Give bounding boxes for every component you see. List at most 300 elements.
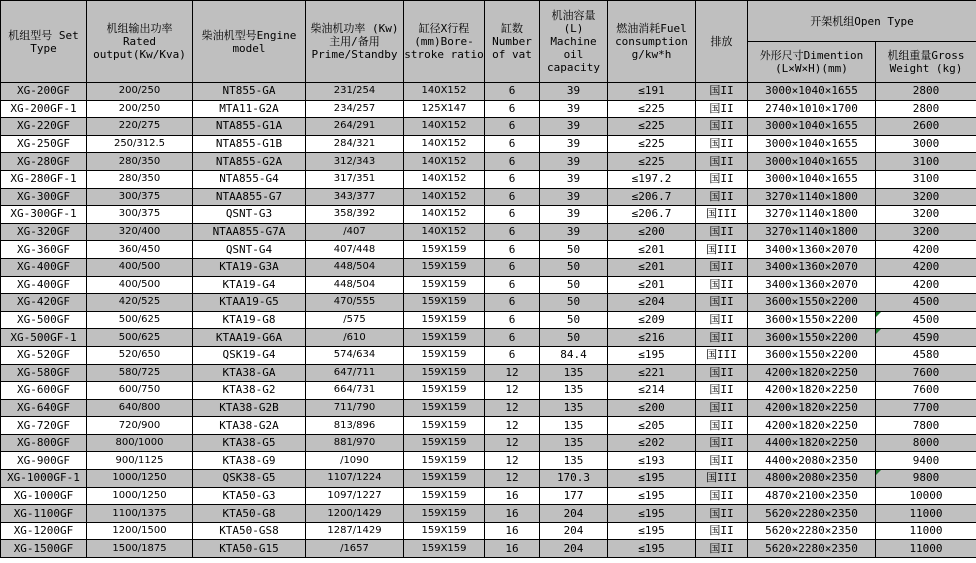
cell-oil-capacity: 204 — [540, 505, 608, 523]
cell-bore-stroke: 159X159 — [404, 294, 485, 312]
cell-engine-power: 647/711 — [306, 364, 404, 382]
cell-oil-capacity: 39 — [540, 170, 608, 188]
cell-dimension: 5620×2280×2350 — [748, 522, 876, 540]
table-row — [1, 399, 976, 417]
cell-oil-capacity: 39 — [540, 118, 608, 136]
cell-emission: 国II — [696, 540, 748, 558]
cell-engine-model: KTA50-G8 — [193, 505, 306, 523]
cell-fuel-consumption: ≤195 — [608, 522, 696, 540]
cell-emission: 国II — [696, 153, 748, 171]
cell-emission: 国II — [696, 135, 748, 153]
cell-weight: 4200 — [876, 276, 976, 294]
cell-oil-capacity: 135 — [540, 382, 608, 400]
cell-engine-model: KTA19-G4 — [193, 276, 306, 294]
cell-engine-power: 343/377 — [306, 188, 404, 206]
cell-oil-capacity: 170.3 — [540, 470, 608, 488]
cell-weight: 7700 — [876, 399, 976, 417]
cell-dimension: 3400×1360×2070 — [748, 241, 876, 259]
cell-bore-stroke: 140X152 — [404, 135, 485, 153]
cell-oil-capacity: 39 — [540, 83, 608, 101]
cell-cylinders: 6 — [485, 188, 540, 206]
cell-emission: 国III — [696, 470, 748, 488]
cell-fuel-consumption: ≤201 — [608, 276, 696, 294]
cell-dimension: 4400×2080×2350 — [748, 452, 876, 470]
cell-fuel-consumption: ≤195 — [608, 505, 696, 523]
cell-bore-stroke: 140X152 — [404, 188, 485, 206]
cell-engine-model: KTA38-G2 — [193, 382, 306, 400]
cell-bore-stroke: 159X159 — [404, 258, 485, 276]
header-emission: 排放 — [696, 1, 748, 83]
cell-fuel-consumption: ≤195 — [608, 487, 696, 505]
cell-weight: 4590 — [876, 329, 976, 347]
cell-cylinders: 6 — [485, 241, 540, 259]
cell-rated-output: 500/625 — [87, 311, 193, 329]
cell-oil-capacity: 50 — [540, 311, 608, 329]
cell-rated-output: 360/450 — [87, 241, 193, 259]
cell-weight: 9800 — [876, 470, 976, 488]
cell-bore-stroke: 159X159 — [404, 522, 485, 540]
header-engine-model: 柴油机型号Engine model — [193, 1, 306, 83]
cell-set-type: XG-400GF — [1, 258, 87, 276]
cell-engine-model: NTAA855-G7 — [193, 188, 306, 206]
cell-engine-power: 1107/1224 — [306, 470, 404, 488]
cell-engine-power: 407/448 — [306, 241, 404, 259]
cell-cylinders: 12 — [485, 399, 540, 417]
table-body — [1, 83, 976, 558]
cell-bore-stroke: 159X159 — [404, 311, 485, 329]
cell-dimension: 3000×1040×1655 — [748, 170, 876, 188]
cell-dimension: 4800×2080×2350 — [748, 470, 876, 488]
table-row — [1, 346, 976, 364]
cell-dimension: 3600×1550×2200 — [748, 346, 876, 364]
cell-engine-model: NT855-GA — [193, 83, 306, 101]
cell-cylinders: 6 — [485, 258, 540, 276]
cell-oil-capacity: 135 — [540, 364, 608, 382]
table-row — [1, 311, 976, 329]
cell-rated-output: 1100/1375 — [87, 505, 193, 523]
cell-fuel-consumption: ≤221 — [608, 364, 696, 382]
cell-cylinders: 6 — [485, 223, 540, 241]
cell-set-type: XG-520GF — [1, 346, 87, 364]
cell-dimension: 4200×1820×2250 — [748, 399, 876, 417]
cell-engine-model: KTA19-G3A — [193, 258, 306, 276]
cell-set-type: XG-300GF-1 — [1, 206, 87, 224]
table-row — [1, 188, 976, 206]
cell-oil-capacity: 204 — [540, 522, 608, 540]
table-row — [1, 522, 976, 540]
cell-set-type: XG-1000GF-1 — [1, 470, 87, 488]
cell-engine-power: 231/254 — [306, 83, 404, 101]
cell-rated-output: 200/250 — [87, 83, 193, 101]
cell-bore-stroke: 159X159 — [404, 346, 485, 364]
cell-emission: 国II — [696, 399, 748, 417]
cell-engine-power: 664/731 — [306, 382, 404, 400]
cell-set-type: XG-1000GF — [1, 487, 87, 505]
cell-fuel-consumption: ≤225 — [608, 118, 696, 136]
cell-bore-stroke: 159X159 — [404, 487, 485, 505]
cell-oil-capacity: 50 — [540, 258, 608, 276]
cell-fuel-consumption: ≤195 — [608, 346, 696, 364]
cell-fuel-consumption: ≤225 — [608, 100, 696, 118]
cell-weight: 3100 — [876, 153, 976, 171]
cell-dimension: 3000×1040×1655 — [748, 118, 876, 136]
table-row — [1, 505, 976, 523]
cell-set-type: XG-1500GF — [1, 540, 87, 558]
cell-rated-output: 800/1000 — [87, 434, 193, 452]
header-rated-output: 机组输出功率 Rated output(Kw/Kva) — [87, 1, 193, 83]
cell-set-type: XG-1100GF — [1, 505, 87, 523]
cell-rated-output: 580/725 — [87, 364, 193, 382]
cell-engine-model: NTAA855-G7A — [193, 223, 306, 241]
table-row — [1, 487, 976, 505]
cell-engine-power: 470/555 — [306, 294, 404, 312]
header-fuel-consumption: 燃油消耗Fuel consumption g/kw*h — [608, 1, 696, 83]
cell-emission: 国II — [696, 188, 748, 206]
table-row — [1, 258, 976, 276]
cell-rated-output: 220/275 — [87, 118, 193, 136]
cell-oil-capacity: 135 — [540, 417, 608, 435]
header-set-type: 机组型号 Set Type — [1, 1, 87, 83]
cell-rated-output: 300/375 — [87, 206, 193, 224]
table-row — [1, 83, 976, 101]
cell-emission: 国II — [696, 329, 748, 347]
cell-bore-stroke: 159X159 — [404, 382, 485, 400]
table-row — [1, 170, 976, 188]
cell-fuel-consumption: ≤195 — [608, 540, 696, 558]
cell-emission: 国II — [696, 487, 748, 505]
cell-engine-model: NTA855-G2A — [193, 153, 306, 171]
header-open-type: 开架机组Open Type — [748, 1, 976, 42]
cell-dimension: 4870×2100×2350 — [748, 487, 876, 505]
cell-set-type: XG-580GF — [1, 364, 87, 382]
cell-emission: 国II — [696, 170, 748, 188]
cell-fuel-consumption: ≤206.7 — [608, 188, 696, 206]
cell-dimension: 4200×1820×2250 — [748, 382, 876, 400]
cell-rated-output: 300/375 — [87, 188, 193, 206]
cell-dimension: 2740×1010×1700 — [748, 100, 876, 118]
cell-dimension: 3270×1140×1800 — [748, 206, 876, 224]
cell-oil-capacity: 50 — [540, 329, 608, 347]
cell-fuel-consumption: ≤201 — [608, 258, 696, 276]
cell-weight: 4200 — [876, 241, 976, 259]
cell-set-type: XG-280GF-1 — [1, 170, 87, 188]
cell-oil-capacity: 50 — [540, 294, 608, 312]
cell-cylinders: 6 — [485, 311, 540, 329]
header-oil-capacity: 机油容量 (L) Machine oil capacity — [540, 1, 608, 83]
cell-fuel-consumption: ≤191 — [608, 83, 696, 101]
cell-cylinders: 12 — [485, 364, 540, 382]
cell-oil-capacity: 39 — [540, 153, 608, 171]
cell-cylinders: 6 — [485, 170, 540, 188]
cell-engine-model: KTA38-G2B — [193, 399, 306, 417]
header-engine-power: 柴油机功率 (Kw)主用/备用 Prime/Standby — [306, 1, 404, 83]
cell-cylinders: 16 — [485, 522, 540, 540]
cell-emission: 国III — [696, 241, 748, 259]
cell-rated-output: 640/800 — [87, 399, 193, 417]
cell-dimension: 3000×1040×1655 — [748, 153, 876, 171]
cell-cylinders: 6 — [485, 206, 540, 224]
cell-set-type: XG-600GF — [1, 382, 87, 400]
cell-rated-output: 320/400 — [87, 223, 193, 241]
cell-set-type: XG-400GF — [1, 276, 87, 294]
cell-engine-model: KTA38-G5 — [193, 434, 306, 452]
cell-bore-stroke: 140X152 — [404, 170, 485, 188]
cell-weight: 3000 — [876, 135, 976, 153]
cell-bore-stroke: 140X152 — [404, 206, 485, 224]
cell-dimension: 5620×2280×2350 — [748, 505, 876, 523]
cell-weight: 4200 — [876, 258, 976, 276]
cell-rated-output: 1500/1875 — [87, 540, 193, 558]
cell-dimension: 3000×1040×1655 — [748, 135, 876, 153]
cell-cylinders: 6 — [485, 346, 540, 364]
table-row — [1, 118, 976, 136]
cell-set-type: XG-250GF — [1, 135, 87, 153]
header-dimension: 外形尺寸Dimention (L×W×H)(mm) — [748, 42, 876, 83]
cell-rated-output: 200/250 — [87, 100, 193, 118]
cell-dimension: 4400×1820×2250 — [748, 434, 876, 452]
cell-engine-power: 284/321 — [306, 135, 404, 153]
cell-emission: 国III — [696, 346, 748, 364]
cell-engine-model: QSK19-G4 — [193, 346, 306, 364]
cell-emission: 国II — [696, 100, 748, 118]
cell-weight: 11000 — [876, 522, 976, 540]
cell-rated-output: 1000/1250 — [87, 470, 193, 488]
cell-fuel-consumption: ≤195 — [608, 470, 696, 488]
table-row — [1, 241, 976, 259]
cell-emission: 国II — [696, 118, 748, 136]
cell-weight: 3200 — [876, 188, 976, 206]
cell-rated-output: 500/625 — [87, 329, 193, 347]
cell-engine-power: 317/351 — [306, 170, 404, 188]
table-row — [1, 100, 976, 118]
cell-weight: 2600 — [876, 118, 976, 136]
cell-weight: 7800 — [876, 417, 976, 435]
cell-engine-model: QSNT-G4 — [193, 241, 306, 259]
cell-engine-power: 448/504 — [306, 258, 404, 276]
cell-oil-capacity: 135 — [540, 452, 608, 470]
cell-emission: 国II — [696, 258, 748, 276]
cell-emission: 国II — [696, 505, 748, 523]
cell-oil-capacity: 39 — [540, 223, 608, 241]
cell-fuel-consumption: ≤201 — [608, 241, 696, 259]
cell-emission: 国II — [696, 364, 748, 382]
header-cylinders: 缸数 Number of vat — [485, 1, 540, 83]
cell-rated-output: 280/350 — [87, 170, 193, 188]
cell-engine-model: NTA855-G1B — [193, 135, 306, 153]
cell-bore-stroke: 159X159 — [404, 276, 485, 294]
cell-cylinders: 12 — [485, 452, 540, 470]
table-row — [1, 540, 976, 558]
cell-cylinders: 6 — [485, 153, 540, 171]
cell-bore-stroke: 159X159 — [404, 417, 485, 435]
table-row — [1, 276, 976, 294]
cell-cylinders: 16 — [485, 487, 540, 505]
cell-engine-power: /575 — [306, 311, 404, 329]
cell-engine-power: 264/291 — [306, 118, 404, 136]
cell-weight: 2800 — [876, 100, 976, 118]
cell-engine-model: KTA38-GA — [193, 364, 306, 382]
cell-weight: 10000 — [876, 487, 976, 505]
cell-engine-model: KTA38-G9 — [193, 452, 306, 470]
header-bore-stroke: 缸径X行程 (mm)Bore-stroke ratio — [404, 1, 485, 83]
cell-emission: 国II — [696, 452, 748, 470]
cell-engine-model: NTA855-G4 — [193, 170, 306, 188]
cell-engine-power: /610 — [306, 329, 404, 347]
cell-rated-output: 720/900 — [87, 417, 193, 435]
cell-bore-stroke: 159X159 — [404, 505, 485, 523]
cell-emission: 国II — [696, 434, 748, 452]
cell-weight: 2800 — [876, 83, 976, 101]
cell-bore-stroke: 159X159 — [404, 364, 485, 382]
cell-oil-capacity: 135 — [540, 434, 608, 452]
cell-bore-stroke: 159X159 — [404, 241, 485, 259]
cell-bore-stroke: 159X159 — [404, 540, 485, 558]
table-row — [1, 452, 976, 470]
table-row — [1, 294, 976, 312]
cell-bore-stroke: 159X159 — [404, 434, 485, 452]
cell-emission: 国II — [696, 223, 748, 241]
cell-dimension: 3000×1040×1655 — [748, 83, 876, 101]
cell-engine-model: KTA38-G2A — [193, 417, 306, 435]
cell-set-type: XG-200GF-1 — [1, 100, 87, 118]
cell-set-type: XG-300GF — [1, 188, 87, 206]
cell-cylinders: 12 — [485, 417, 540, 435]
cell-set-type: XG-720GF — [1, 417, 87, 435]
cell-dimension: 5620×2280×2350 — [748, 540, 876, 558]
cell-engine-model: QSNT-G3 — [193, 206, 306, 224]
cell-set-type: XG-500GF-1 — [1, 329, 87, 347]
cell-rated-output: 600/750 — [87, 382, 193, 400]
table-row — [1, 206, 976, 224]
cell-emission: 国II — [696, 83, 748, 101]
cell-bore-stroke: 159X159 — [404, 399, 485, 417]
cell-engine-power: 448/504 — [306, 276, 404, 294]
cell-oil-capacity: 135 — [540, 399, 608, 417]
cell-engine-model: MTA11-G2A — [193, 100, 306, 118]
cell-weight: 11000 — [876, 505, 976, 523]
cell-set-type: XG-900GF — [1, 452, 87, 470]
header-weight: 机组重量Gross Weight (kg) — [876, 42, 976, 83]
cell-rated-output: 420/525 — [87, 294, 193, 312]
cell-cylinders: 6 — [485, 329, 540, 347]
cell-dimension: 3400×1360×2070 — [748, 276, 876, 294]
cell-rated-output: 1000/1250 — [87, 487, 193, 505]
cell-fuel-consumption: ≤205 — [608, 417, 696, 435]
cell-rated-output: 900/1125 — [87, 452, 193, 470]
cell-rated-output: 520/650 — [87, 346, 193, 364]
cell-emission: 国II — [696, 382, 748, 400]
cell-set-type: XG-360GF — [1, 241, 87, 259]
cell-emission: 国II — [696, 522, 748, 540]
cell-cylinders: 16 — [485, 505, 540, 523]
table-row — [1, 329, 976, 347]
cell-dimension: 4200×1820×2250 — [748, 364, 876, 382]
cell-bore-stroke: 140X152 — [404, 118, 485, 136]
cell-fuel-consumption: ≤202 — [608, 434, 696, 452]
cell-set-type: XG-200GF — [1, 83, 87, 101]
cell-oil-capacity: 39 — [540, 188, 608, 206]
cell-set-type: XG-640GF — [1, 399, 87, 417]
cell-engine-model: KTA50-G3 — [193, 487, 306, 505]
cell-dimension: 3270×1140×1800 — [748, 223, 876, 241]
cell-engine-power: 358/392 — [306, 206, 404, 224]
table-row — [1, 223, 976, 241]
cell-set-type: XG-1200GF — [1, 522, 87, 540]
table-row — [1, 382, 976, 400]
cell-dimension: 3600×1550×2200 — [748, 329, 876, 347]
cell-fuel-consumption: ≤204 — [608, 294, 696, 312]
cell-cylinders: 6 — [485, 135, 540, 153]
cell-fuel-consumption: ≤197.2 — [608, 170, 696, 188]
cell-engine-power: 574/634 — [306, 346, 404, 364]
cell-rated-output: 250/312.5 — [87, 135, 193, 153]
cell-fuel-consumption: ≤225 — [608, 153, 696, 171]
cell-weight: 4500 — [876, 294, 976, 312]
cell-cylinders: 16 — [485, 540, 540, 558]
cell-engine-power: 1287/1429 — [306, 522, 404, 540]
cell-oil-capacity: 39 — [540, 135, 608, 153]
table-row — [1, 417, 976, 435]
cell-engine-power: 234/257 — [306, 100, 404, 118]
table-row — [1, 434, 976, 452]
cell-engine-power: 881/970 — [306, 434, 404, 452]
cell-oil-capacity: 39 — [540, 100, 608, 118]
cell-cylinders: 12 — [485, 470, 540, 488]
cell-oil-capacity: 50 — [540, 276, 608, 294]
cell-engine-model: NTA855-G1A — [193, 118, 306, 136]
cell-weight: 4500 — [876, 311, 976, 329]
cell-oil-capacity: 177 — [540, 487, 608, 505]
cell-set-type: XG-800GF — [1, 434, 87, 452]
cell-engine-model: KTA50-G15 — [193, 540, 306, 558]
cell-weight: 3100 — [876, 170, 976, 188]
cell-engine-model: KTAA19-G6A — [193, 329, 306, 347]
table-header — [1, 1, 976, 83]
cell-dimension: 4200×1820×2250 — [748, 417, 876, 435]
cell-dimension: 3400×1360×2070 — [748, 258, 876, 276]
cell-rated-output: 1200/1500 — [87, 522, 193, 540]
cell-engine-model: KTA50-GS8 — [193, 522, 306, 540]
cell-engine-power: /407 — [306, 223, 404, 241]
cell-emission: 国II — [696, 417, 748, 435]
cell-fuel-consumption: ≤206.7 — [608, 206, 696, 224]
cell-cylinders: 12 — [485, 434, 540, 452]
cell-emission: 国II — [696, 311, 748, 329]
cell-engine-power: 1200/1429 — [306, 505, 404, 523]
cell-oil-capacity: 84.4 — [540, 346, 608, 364]
cell-weight: 7600 — [876, 382, 976, 400]
cell-fuel-consumption: ≤214 — [608, 382, 696, 400]
table-row — [1, 135, 976, 153]
cell-bore-stroke: 140X152 — [404, 83, 485, 101]
cell-weight: 9400 — [876, 452, 976, 470]
cell-cylinders: 6 — [485, 276, 540, 294]
cell-engine-power: 711/790 — [306, 399, 404, 417]
cell-fuel-consumption: ≤216 — [608, 329, 696, 347]
cell-oil-capacity: 204 — [540, 540, 608, 558]
cell-engine-model: KTAA19-G5 — [193, 294, 306, 312]
cell-engine-power: 813/896 — [306, 417, 404, 435]
cell-rated-output: 400/500 — [87, 276, 193, 294]
cell-fuel-consumption: ≤225 — [608, 135, 696, 153]
cell-fuel-consumption: ≤200 — [608, 399, 696, 417]
table-row — [1, 364, 976, 382]
cell-cylinders: 12 — [485, 382, 540, 400]
cell-engine-power: /1090 — [306, 452, 404, 470]
cell-bore-stroke: 140X152 — [404, 223, 485, 241]
cell-weight: 7600 — [876, 364, 976, 382]
cell-set-type: XG-280GF — [1, 153, 87, 171]
